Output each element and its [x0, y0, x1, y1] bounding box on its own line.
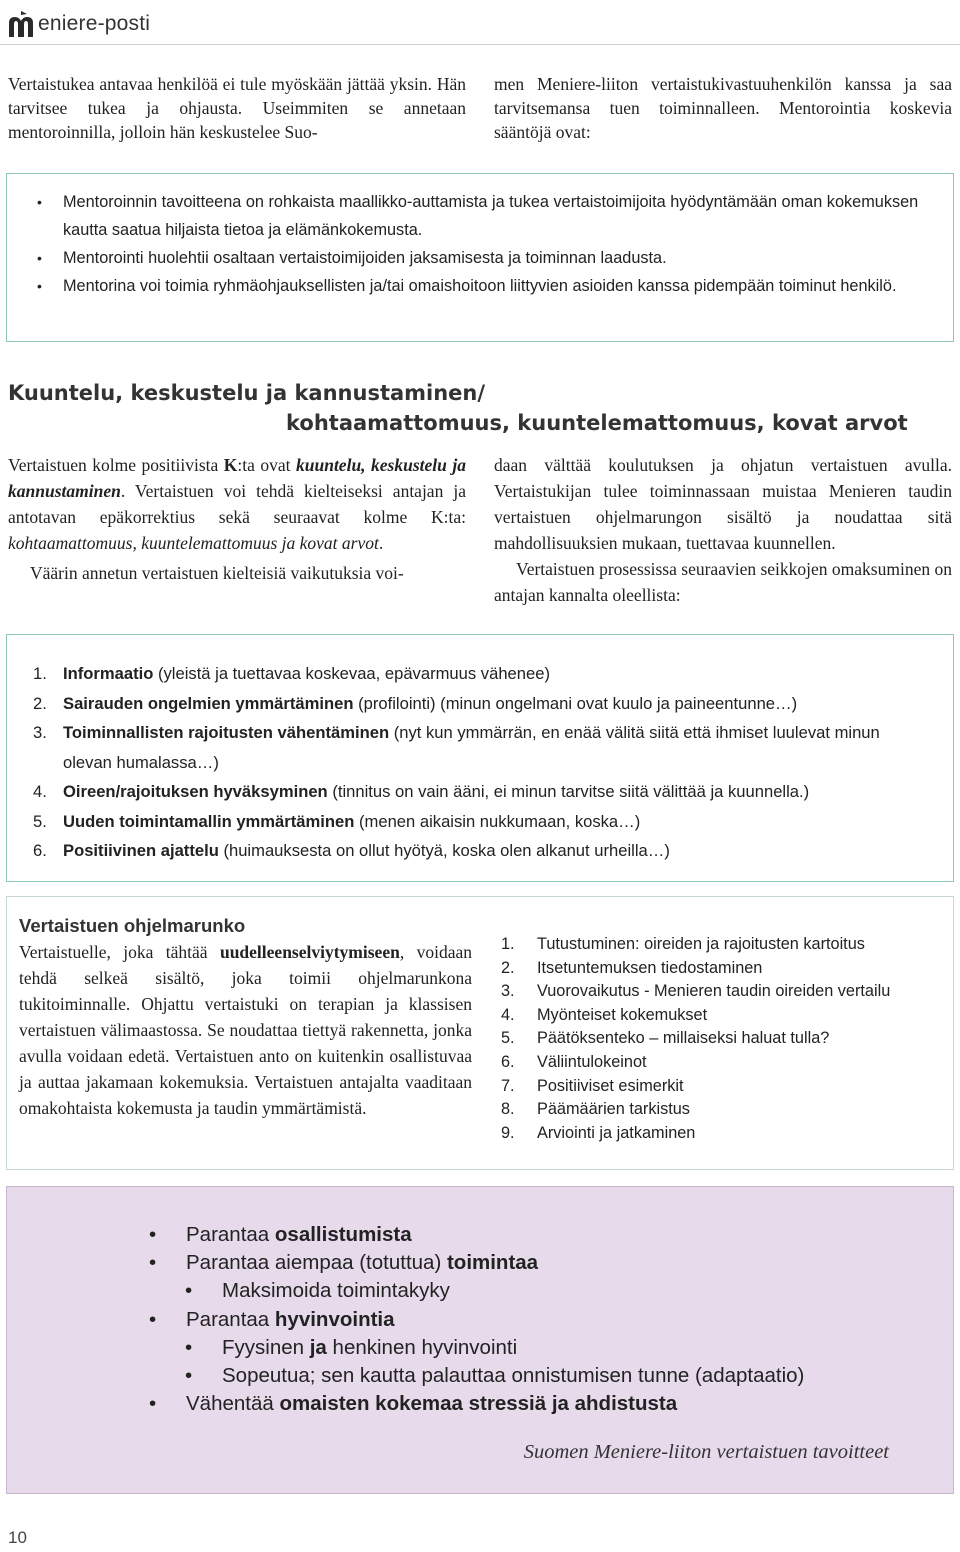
list-item: • Parantaa osallistumista [149, 1221, 804, 1249]
list-item: 3. Vuorovaikutus - Menieren taudin oireiden vertailu [501, 982, 891, 1001]
mentoring-rules-list [37, 188, 935, 300]
goals-caption: Suomen Meniere-liiton vertaistuen tavoitteet [523, 1441, 889, 1463]
intro-right-column: men Meniere-liiton vertaistukivastuuhenkilön kanssa ja saa tarvitsemansa tuen toiminnalleen. Mentorointia koskevia sääntöjä ovat: [494, 74, 952, 142]
list-item: 7. Positiiviset esimerkit [501, 1076, 684, 1095]
page-number: 10 [8, 1528, 27, 1547]
paragraph: Vertaistuen kolme positiivista K:ta ovat kuuntelu, keskustelu ja kannustaminen. Vertaistuen voi tehdä kielteiseksi antajan ja antotavan epäkorrektius sekä seuraavat kolme K:ta: kohtaamattomuus, kuuntelemattomuus ja kovat arvot. [8, 455, 466, 553]
kuuntelu-left-column [8, 452, 466, 608]
list-item: • Mentorointi huolehtii osaltaan vertaistoimijoiden jaksamisesta ja toiminnan laadusta. [37, 244, 935, 272]
kuuntelu-section [8, 452, 952, 608]
program-description [19, 913, 472, 1121]
list-item: 5. Päätöksenteko – millaiseksi haluat tulla? [501, 1029, 830, 1048]
paragraph: Vertaistuen prosessissa seuraavien seikkojen omaksuminen on antajan kannalta oleellista: [494, 559, 952, 605]
list-item: • Sopeutua; sen kautta palauttaa onnistumisen tunne (adaptaatio) [149, 1362, 804, 1390]
list-item: • Mentoroinnin tavoitteena on rohkaista maallikko-auttamista ja tukea vertaistoimijoita hyödyntämään oman kokemuksen kautta saatua hiljaista tietoa ja elämänkokemusta. [37, 188, 935, 244]
list-item: • Fyysinen ja henkinen hyvinvointi [149, 1334, 804, 1362]
process-steps-list [33, 659, 933, 866]
list-item: 4. Oireen/rajoituksen hyväksyminen (tinnitus on vain ääni, ei minun tarvitse siitä välittää ja kuunnella.) [33, 782, 810, 801]
list-item: 1. Informaatio (yleistä ja tuettavaa koskevaa, epävarmuus vähenee) [33, 664, 550, 683]
list-item: • Mentorina voi toimia ryhmäohjauksellisten ja/tai omaishoitoon liittyvien asioiden kanssa pidempään toiminut henkilö. [37, 272, 935, 300]
list-item: • Maksimoida toimintakyky [149, 1277, 804, 1305]
section-heading [8, 378, 952, 438]
list-item: 6. Positiivinen ajattelu (huimauksesta on ollut hyötyä, koska olen alkanut urheilla…) [33, 841, 670, 860]
program-steps [501, 933, 951, 1145]
list-item: 9. Arviointi ja jatkaminen [501, 1123, 696, 1142]
list-item: 5. Uuden toimintamallin ymmärtäminen (menen aikaisin nukkumaan, koska…) [33, 811, 641, 831]
goals-box [6, 1186, 954, 1494]
list-item: • Vähentää omaisten kokemaa stressiä ja ahdistusta [149, 1390, 804, 1418]
mentoring-rules-box [6, 173, 954, 342]
publication-title: eniere-posti [38, 12, 151, 35]
list-item: 8. Päämäärien tarkistus [501, 1100, 690, 1119]
header-divider [0, 44, 960, 45]
intro-section [8, 72, 952, 144]
list-item: 6. Väliintulokeinot [501, 1052, 647, 1071]
meniere-logo-icon [6, 9, 36, 39]
process-steps-box [6, 634, 954, 882]
list-item: 2. Itsetuntemuksen tiedostaminen [501, 958, 763, 977]
section-heading-line1: Kuuntelu, keskustelu ja kannustaminen/ [8, 381, 486, 405]
list-item: 2. Sairauden ongelmien ymmärtäminen (profilointi) (minun ongelmani ovat kuulo ja paineentunne…) [33, 693, 798, 713]
list-item: • Parantaa hyvinvointia [149, 1306, 804, 1334]
intro-left-column: Vertaistukea antavaa henkilöä ei tule myöskään jättää yksin. Hän tarvitsee tukea ja ohjausta. Useimmiten se annetaan mentoroinnilla, jolloin hän keskustelee Suo- [8, 74, 466, 142]
section-heading-line2: kohtaamattomuus, kuuntelemattomuus, kovat arvot [286, 411, 908, 435]
list-item: • Parantaa aiempaa (totuttua) toimintaa [149, 1249, 804, 1277]
paragraph: Väärin annetun vertaistuen kielteisiä vaikutuksia voi- [30, 563, 404, 583]
program-body: Vertaistuelle, joka tähtää uudelleenselviytymiseen, voidaan tehdä selkeä sisältö, joka toimii ohjelmarunkona tukitoiminnalle. Ohjattu vertaistuki on terapian ja klassisen vertaistuen välimaastossa. Se noudattaa tiettyä rakennetta, jonka avulla voidaan edetä. Vertaistuen anto on kuitenkin osallistuvaa ja auttaa jakamaan kokemuksia. Vertaistuen antajalta vaaditaan omakohtaista kokemusta ja taudin ymmärtämistä. [19, 942, 473, 1118]
program-outline-box [6, 896, 954, 1170]
goals-list [149, 1221, 804, 1418]
page-header [6, 4, 150, 44]
program-steps-list [501, 933, 951, 1145]
paragraph: daan välttää koulutuksen ja ohjatun vertaistuen avulla. Vertaistukijan tulee toiminnassaan muistaa Menieren taudin vertaistuen ohjelmarungon sisältö ja noudattaa sitä mahdollisuuksien mukaan, tuettavaa kuunnellen. [494, 455, 952, 553]
list-item: 4. Myönteiset kokemukset [501, 1005, 708, 1024]
list-item: 3. Toiminnallisten rajoitusten vähentäminen (nyt kun ymmärrän, en enää välitä siitä että ihmiset luulevat minun olevan humalassa…) [33, 723, 880, 772]
program-title: Vertaistuen ohjelmarunko [19, 915, 246, 936]
kuuntelu-right-column [494, 452, 952, 608]
list-item: 1. Tutustuminen: oireiden ja rajoitusten kartoitus [501, 935, 865, 953]
